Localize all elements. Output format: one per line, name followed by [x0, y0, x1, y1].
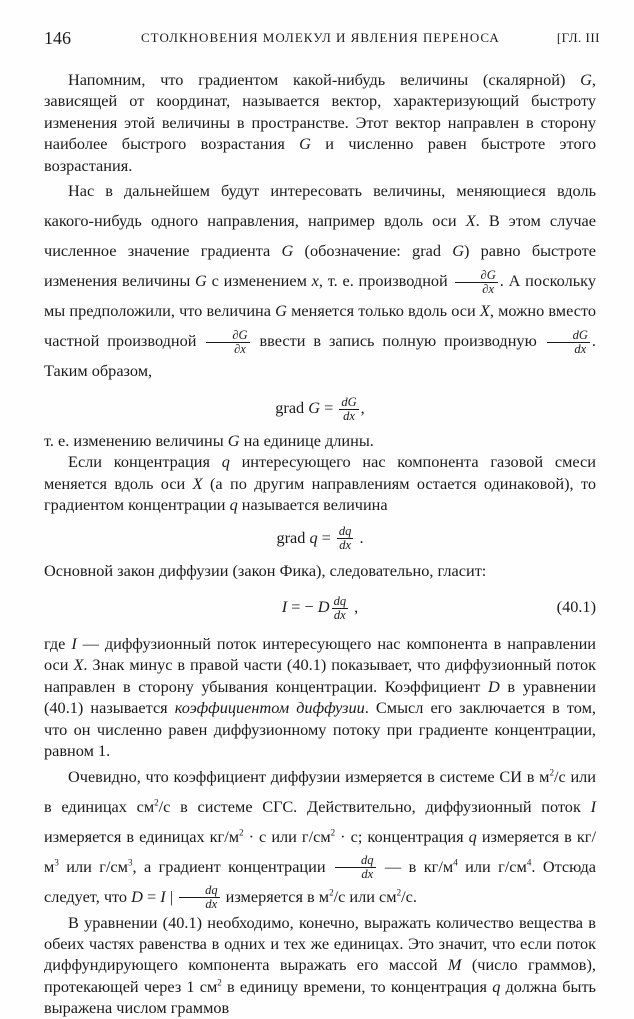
paragraph-units: Очевидно, что коэффициент диффузии измеряется в системе СИ в $м^2/с$ или в единицах $см^2/с$ в системе СГС. Действительно, диффузионный поток I измеряется в единицах $кг/м^2 \cdot с$ или $г/см^2 \cdot с$; концентрация q измеряется в $кг/м^3$ или $г/см^3$, а градиент концентрации $\frac{dq}{dx}$ — в $кг/м^4$ или $г/см^4$. Отсюда следует, что D = I | $\frac{dq}{dx}$ измеряется в $м^2/с$ или $см^2/с$. [44, 766, 597, 912]
paragraph-gradient-definition: Напомним, что градиентом какой-нибудь величины (скалярной) G, зависящей от координат, называется вектор, характеризующий быстроту изменения этой величины в пространстве. Этот вектор направлен в сторону наиболее быстрого возрастания G и численно равен быстроте этого возрастания. [44, 70, 596, 175]
equation-fick-law: I = − D $\frac{dq}{dx}$ , (40.1) [44, 581, 596, 633]
running-title: СТОЛКНОВЕНИЯ МОЛЕКУЛ И ЯВЛЕНИЯ ПЕРЕНОСА [141, 30, 500, 45]
paragraph-diffusion-coefficient: где I — диффузионный поток интересующего нас компонента в направлении оси X. Знак минус в правой части (40.1) показывает, что диффузионный поток направлен в сторону убывания концентрации. Коэффициент D в уравнении (40.1) называется коэффициентом диффузии. Смысл его заключается в том, что он численно равен диффузионному потоку при градиенте концентрации, равном 1. [44, 634, 597, 761]
paragraph-concentration-gradient: Если концентрация q интересующего нас компонента газовой смеси меняется вдоль оси X (а по другим направлениям остается одинаковой), то градиентом концентрации q называется величина [44, 452, 596, 515]
book-page [44, 28, 600, 1019]
page-header [44, 28, 600, 52]
total-derivative-fraction: $\frac{dG}{dx}$ [547, 329, 590, 356]
term-diffusion-coefficient: коэффициентом диффузии [174, 698, 365, 718]
chapter-label: [ГЛ. III [556, 30, 600, 45]
equation-grad-q: grad q = $\frac{dq}{dx}$ . [276, 524, 364, 553]
paragraph-one-direction: Нас в дальнейшем будут интересовать величины, меняющиеся вдоль какого-нибудь одного направления, например вдоль оси X. В этом случае численное значение градиента G (обозначение: grad G) равно быстроте изменения величины G с изменением x, т. е. производной $\frac{\partial G}{\partial x}$ . А поскольку мы предположили, что величина G меняется только вдоль оси X, можно вместо частной производной $\frac{\partial G}{\partial x}$ ввести в запись полную производную $\frac{dG}{dx}$ . Таким образом, [44, 181, 596, 381]
partial-derivative-fraction: $\frac{\partial G}{\partial x}$ [206, 329, 249, 356]
page-number: 146 [44, 28, 71, 48]
page-body [44, 69, 596, 1019]
paragraph-unit-length: т. е. изменению величины G на единице длины. [44, 431, 374, 451]
equation-number: (40.1) [556, 597, 596, 617]
equation-grad-g: grad G = $\frac{dG}{dx}$ , [275, 394, 365, 423]
paragraph-same-units: В уравнении (40.1) необходимо, конечно, выражать количество вещества в обеих частях равенства в одних и тех же единицах. Это значит, что если поток диффундирующего компонента выражать его массой M (число граммов), протекающей через 1 $см^2$ в единицу времени, то концентрация q должна быть выражена числом граммов [44, 912, 596, 1018]
paragraph-fick-law-intro: Основной закон диффузии (закон Фика), следовательно, гласит: [44, 560, 487, 580]
partial-derivative-fraction: $\frac{\partial G}{\partial x}$ [455, 269, 498, 296]
